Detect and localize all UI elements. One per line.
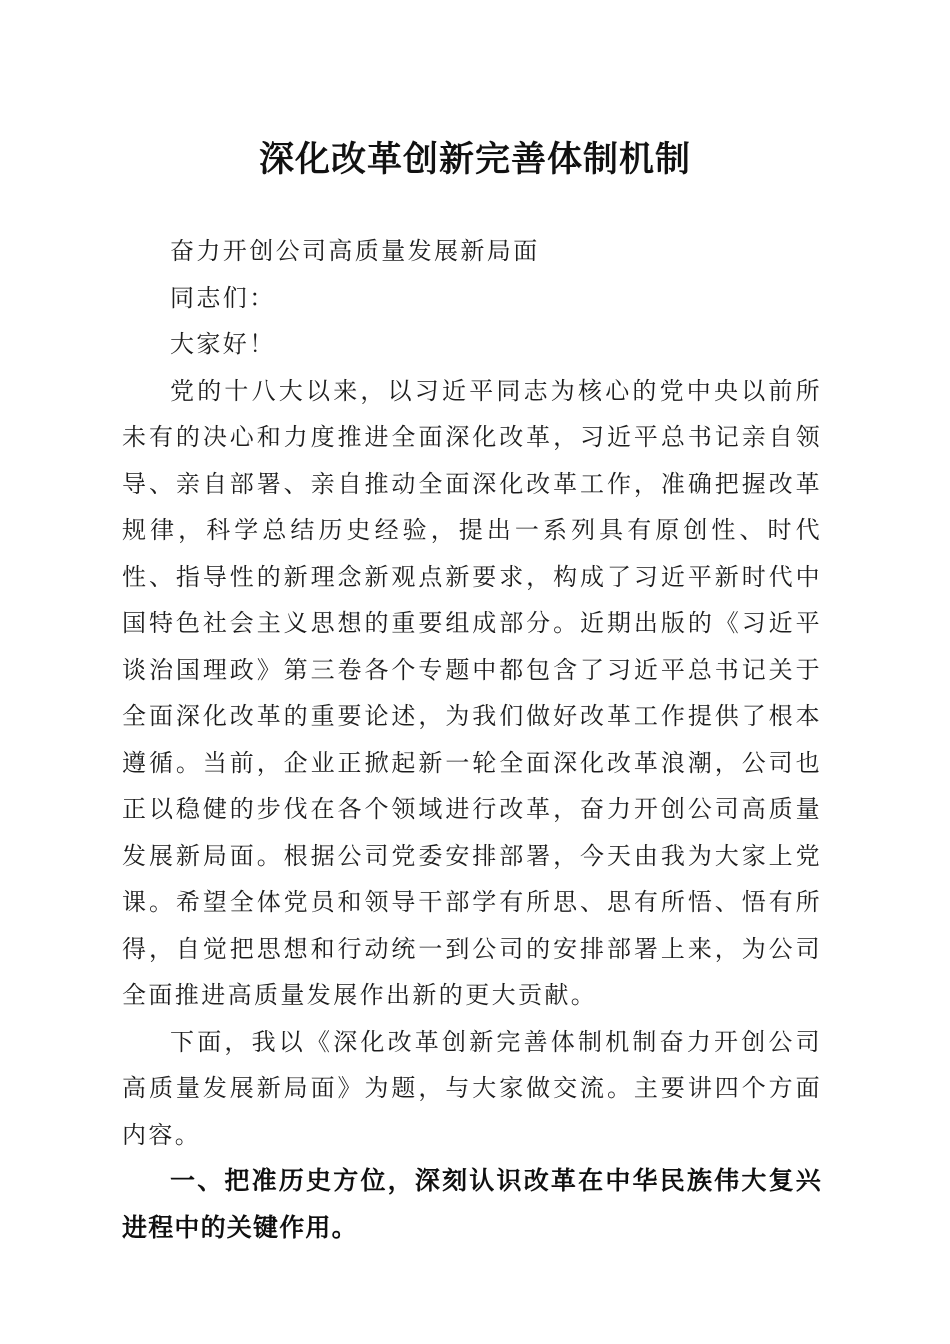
body-paragraph: 下面，我以《深化改革创新完善体制机制奋力开创公司高质量发展新局面》为题，与大家做交流。主要讲四个方面内容。	[122, 1027, 822, 1149]
body-paragraph: 党的十八大以来，以习近平同志为核心的党中央以前所未有的决心和力度推进全面深化改革，习近平总书记亲自领导、亲自部署、亲自推动全面深化改革工作，准确把握改革规律，科学总结历史经验，提出一系列具有原创性、时代性、指导性的新理念新观点新要求，构成了习近平新时代中国特色社会主义思想的重要组成部分。近期出版的《习近平谈治国理政》第三卷各个专题中都包含了习近平总书记关于全面深化改革的重要论述，为我们做好改革工作提供了根本遵循。当前，企业正掀起新一轮全面深化改革浪潮，公司也正以稳健的步伐在各个领域进行改革，奋力开创公司高质量发展新局面。根据公司党委安排部署，今天由我为大家上党课。希望全体党员和领导干部学有所思、思有所悟、悟有所得，自觉把思想和行动统一到公司的安排部署上来，为公司全面推进高质量发展作出新的更大贡献。	[122, 376, 822, 1009]
document-title: 深化改革创新完善体制机制	[258, 139, 691, 180]
subtitle-line: 奋力开创公司高质量发展新局面	[170, 237, 540, 265]
salutation-line: 同志们：	[170, 283, 276, 312]
greeting-line: 大家好！	[170, 330, 276, 358]
section-heading: 一、把准历史方位，深刻认识改革在中华民族伟大复兴进程中的关键作用。	[122, 1166, 822, 1242]
document-body	[122, 228, 822, 1251]
